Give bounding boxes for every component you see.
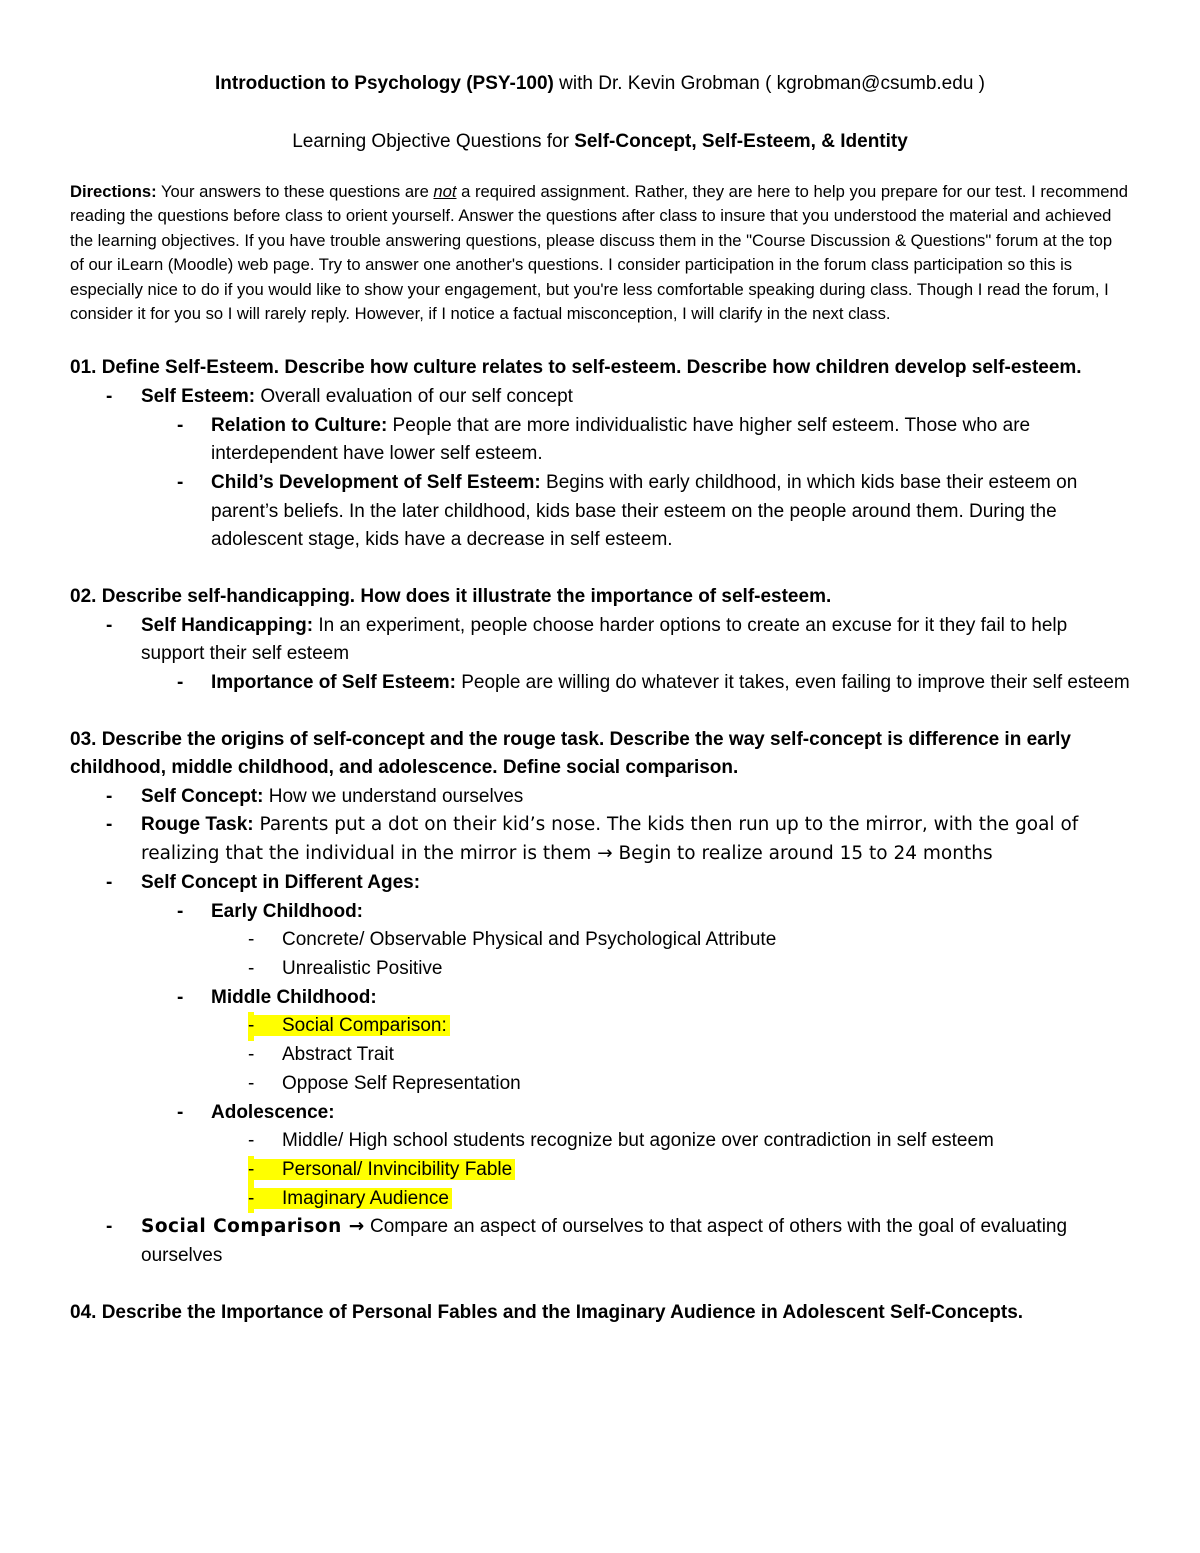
highlighted-text: Imaginary Audience	[248, 1188, 452, 1209]
bullet-dash: -	[106, 785, 113, 807]
list-item	[70, 1099, 1130, 1128]
highlighted-text: Social Comparison:	[248, 1015, 450, 1036]
term-label: Self Concept in Different Ages:	[141, 871, 421, 893]
list-item	[70, 926, 1130, 955]
list-item	[70, 898, 1130, 927]
bullet-dash: -	[248, 1185, 254, 1214]
term-text: People are willing do whatever it takes, even failing to improve their self esteem	[455, 672, 1130, 694]
subtitle-prefix: Learning Objective Questions for	[292, 131, 575, 152]
list-item-highlighted	[70, 1012, 1130, 1041]
list-item-highlighted	[70, 1185, 1130, 1214]
term-text: Compare an aspect of ourselves to that aspect of others with the goal of evaluating ourselves	[141, 1216, 1068, 1267]
question-02: 02. Describe self-handicapping. How does it illustrate the importance of self-esteem.	[70, 586, 832, 608]
bullet-dash: -	[106, 385, 113, 407]
bullet-dash: -	[248, 929, 255, 951]
bullet-dash: -	[248, 1012, 254, 1041]
list-item	[70, 1070, 1130, 1099]
directions-text-a: Your answers to these questions are	[156, 182, 434, 201]
list-item	[70, 1127, 1130, 1156]
list-item-highlighted	[70, 1156, 1130, 1185]
item-text: Middle/ High school students recognize but agonize over contradiction in self esteem	[282, 1130, 994, 1152]
bullet-dash: -	[248, 1156, 254, 1185]
directions-not: not	[433, 182, 457, 201]
instructor-line: with Dr. Kevin Grobman ( kgrobman@csumb.edu )	[553, 73, 985, 94]
bullet-dash: -	[177, 414, 184, 436]
bullet-dash: -	[177, 900, 184, 922]
bullet-dash: -	[106, 814, 113, 836]
directions-text-b: a required assignment. Rather, they are here to help you prepare for our test. I recommend reading the questions before class to orient yourself. Answer the questions after class to insure that you understood the material and achieved the learning objectives. If you have trouble answering questions, please discuss them in the "Course Discussion & Questions" forum at the top of our iLearn (Moodle) web page. Try to answer one another's questions. I consider participation in the forum class participation so this is especially nice to do if you would like to show your engagement, but you're less comfortable speaking during class. Though I read the forum, I consider it for you so I will rarely reply. However, if I notice a factual misconception, I will clarify in the next class.	[70, 182, 1128, 324]
document-subtitle	[70, 128, 1130, 156]
bullet-dash: -	[106, 1216, 113, 1238]
list-item	[70, 955, 1130, 984]
bullet-dash: -	[248, 1044, 255, 1066]
term-label: Rouge Task:	[141, 814, 254, 836]
bullet-dash: -	[177, 1101, 184, 1123]
bullet-dash: -	[248, 1130, 255, 1152]
bullet-dash: -	[177, 672, 184, 694]
question-01: 01. Define Self-Esteem. Describe how culture relates to self-esteem. Describe how children develop self-esteem.	[70, 357, 1082, 379]
bullet-dash: -	[248, 957, 255, 979]
term-label: Adolescence:	[211, 1101, 335, 1123]
item-text: Concrete/ Observable Physical and Psychological Attribute	[282, 929, 777, 951]
directions-label: Directions:	[70, 182, 157, 201]
bullet-dash: -	[106, 614, 113, 636]
term-text: Parents put a dot on their kid’s nose. The kids then run up to the mirror, with the goal of realizing that the individual in the mirror is them → Begin to realize around 15 to 24 months	[141, 814, 1079, 865]
term-text: Begins with early childhood, in which kids base their esteem on parent’s beliefs. In the later childhood, kids base their esteem on the people around them. During the adolescent stage, kids have a decrease in self esteem.	[211, 472, 1078, 551]
term-label: Early Childhood:	[211, 900, 363, 922]
bullet-dash: -	[248, 1072, 255, 1094]
item-text: Abstract Trait	[282, 1044, 394, 1066]
directions-paragraph	[70, 180, 1130, 326]
question-04: 04. Describe the Importance of Personal Fables and the Imaginary Audience in Adolescent Self-Concepts.	[70, 1301, 1024, 1323]
term-text: Overall evaluation of our self concept	[255, 385, 573, 407]
term-label: Self Esteem:	[141, 385, 256, 407]
term-label: Importance of Self Esteem:	[211, 672, 456, 694]
term-text: How we understand ourselves	[263, 785, 524, 807]
term-text: In an experiment, people choose harder options to create an excuse for it they fail to help support their self esteem	[141, 614, 1068, 665]
list-item	[70, 1213, 1130, 1270]
course-title: Introduction to Psychology (PSY-100)	[215, 73, 554, 94]
list-item	[70, 469, 1130, 555]
question-03: 03. Describe the origins of self-concept and the rouge task. Describe the way self-concept is difference in early childhood, middle childhood, and adolescence. Define social comparison.	[70, 728, 1071, 779]
subtitle-topic: Self-Concept, Self-Esteem, & Identity	[574, 131, 908, 152]
list-item	[70, 783, 1130, 812]
term-text: People that are more individualistic have higher self esteem. Those who are interdependent have lower self esteem.	[211, 414, 1031, 465]
bullet-dash: -	[177, 472, 184, 494]
list-item	[70, 612, 1130, 669]
term-label: Self Handicapping:	[141, 614, 314, 636]
list-item	[70, 412, 1130, 469]
list-item	[70, 669, 1130, 698]
term-label: Relation to Culture:	[211, 414, 388, 436]
term-label: Self Concept:	[141, 785, 264, 807]
term-label: Social Comparison →	[141, 1216, 365, 1238]
item-text: Unrealistic Positive	[282, 957, 443, 979]
term-label: Middle Childhood:	[211, 986, 377, 1008]
term-label: Child’s Development of Self Esteem:	[211, 472, 541, 494]
document-page	[70, 70, 1130, 1327]
bullet-dash: -	[106, 871, 113, 893]
list-item	[70, 869, 1130, 898]
highlighted-text: Personal/ Invincibility Fable	[248, 1159, 515, 1180]
list-item	[70, 811, 1130, 868]
item-text: Oppose Self Representation	[282, 1072, 521, 1094]
document-header	[70, 70, 1130, 98]
list-item	[70, 984, 1130, 1013]
bullet-dash: -	[177, 986, 184, 1008]
list-item	[70, 383, 1130, 412]
list-item	[70, 1041, 1130, 1070]
